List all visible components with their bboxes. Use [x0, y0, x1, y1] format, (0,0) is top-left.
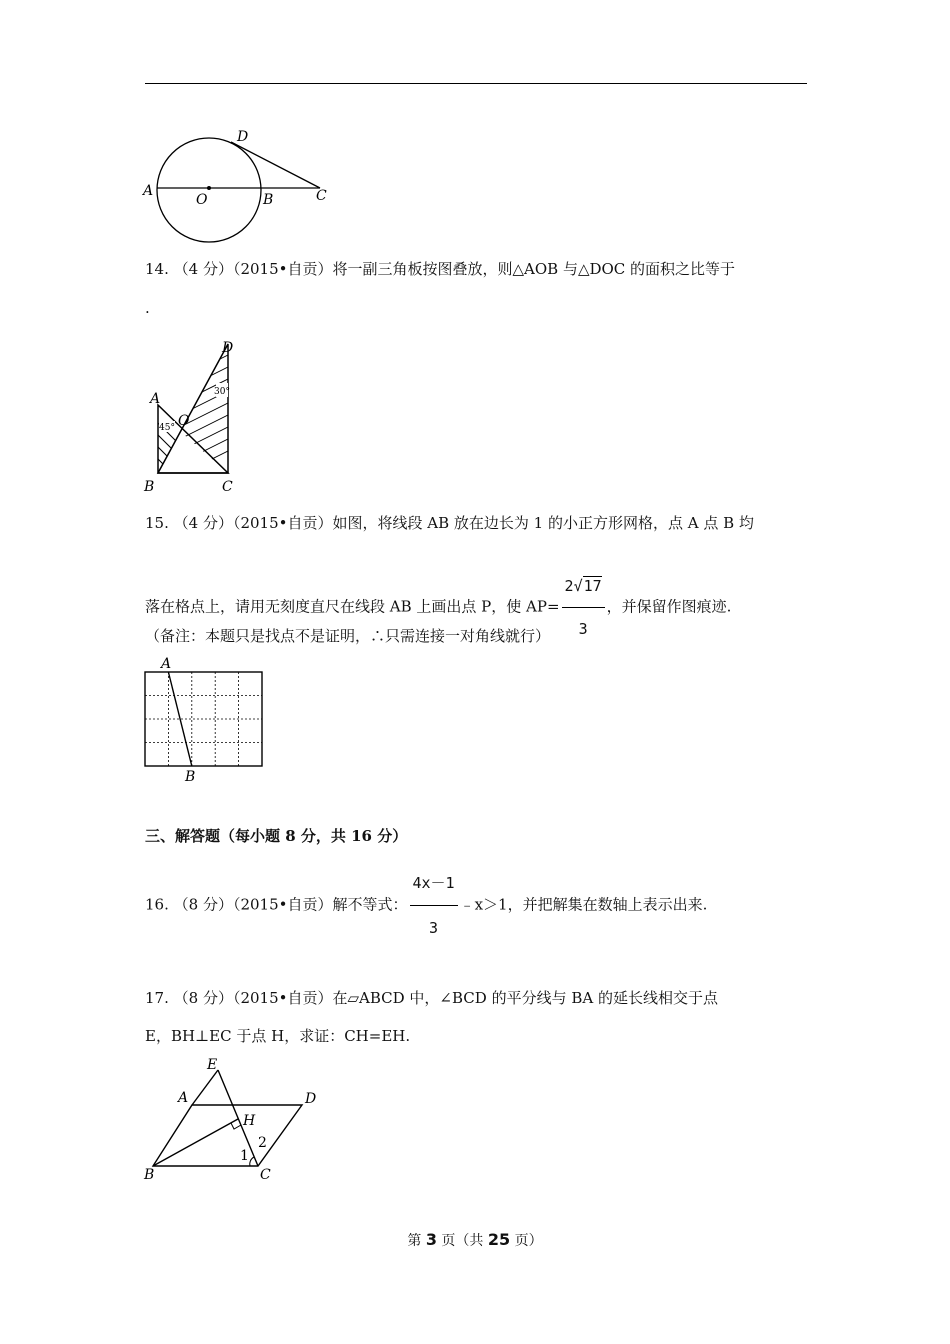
label-b: B [263, 192, 274, 208]
footer-prefix: 第 [407, 1233, 426, 1249]
q14-blank-end: . [145, 299, 150, 317]
footer-middle: 页（共 [436, 1233, 488, 1249]
q16-frac-num: 4x－1 [410, 862, 458, 906]
label-b: B [144, 479, 155, 495]
q14-text: 将一副三角板按图叠放，则△AOB 与△DOC 的面积之比等于 [332, 260, 736, 278]
q16-source: （2015•自贡） [232, 895, 333, 914]
label-b: B [144, 1167, 155, 1183]
triangle-set-figure [140, 335, 250, 497]
header-rule [145, 83, 807, 84]
label-a: A [150, 391, 161, 407]
q17-line2: E，BH⊥EC 于点 H，求证：CH=EH. [145, 1027, 411, 1045]
footer-page: 3 [425, 1230, 437, 1249]
q15-text3: ，并保留作图痕迹. [606, 597, 732, 616]
q15-fraction: $\frac{2√17}{3}$ [562, 566, 605, 649]
q15-source: （2015•自贡） [232, 514, 333, 532]
label-c: C [222, 479, 233, 495]
q17-score: （8 分） [173, 989, 233, 1007]
q14-line [145, 259, 735, 279]
label-d: D [305, 1091, 317, 1107]
angle-45-label: 45° [159, 423, 175, 433]
q15-score: （4 分） [173, 514, 233, 532]
angle-2-label: 2 [258, 1135, 267, 1151]
q15-text2: 落在格点上，请用无刻度直尺在线段 AB 上画出点 P，使 AP= [145, 597, 560, 616]
footer-total: 25 [487, 1230, 511, 1249]
circle-tangent-figure [140, 125, 340, 250]
grid-segment-figure [140, 655, 270, 785]
q15-frac-den: 3 [578, 620, 588, 638]
label-e: E [207, 1057, 218, 1073]
label-c: C [316, 188, 327, 204]
q14-source: （2015•自贡） [232, 260, 333, 278]
q16-after: ﹣x＞1，并把解集在数轴上表示出来. [459, 895, 708, 914]
q15-note: （备注：本题只是找点不是证明，∴只需连接一对角线就行） [145, 627, 551, 645]
page-footer [0, 1230, 950, 1250]
q16-score: （8 分） [173, 895, 233, 914]
q16-number: 16. [145, 895, 169, 914]
q15-frac-coef: 2 [564, 577, 574, 595]
q17-source: （2015•自贡） [232, 989, 333, 1007]
label-a: A [178, 1090, 189, 1106]
label-b: B [185, 769, 196, 785]
footer-suffix: 页） [510, 1233, 543, 1249]
q16-fraction [410, 862, 458, 949]
label-d: D [237, 129, 249, 145]
q15-frac-radical: 17 [583, 577, 602, 595]
angle-1-label: 1 [240, 1148, 249, 1164]
q15-number: 15. [145, 514, 169, 532]
q15-line1 [145, 513, 754, 533]
q16-frac-den: 3 [429, 919, 439, 937]
q17-number: 17. [145, 989, 169, 1007]
label-o: O [196, 192, 208, 208]
label-c: C [260, 1167, 271, 1183]
q16-before: 解不等式： [332, 895, 408, 914]
parallelogram-figure [140, 1055, 340, 1185]
q16-line [145, 862, 707, 949]
q14-score: （4 分） [173, 260, 233, 278]
label-h: H [243, 1113, 256, 1129]
label-d: D [222, 340, 234, 356]
q14-number: 14. [145, 260, 169, 278]
label-a: A [143, 183, 154, 199]
section-3-title: 三、解答题（每小题 8 分，共 16 分） [145, 827, 408, 845]
angle-30-label: 30° [214, 387, 230, 397]
label-o: O [178, 413, 190, 429]
q17-text1: 在▱ABCD 中，∠BCD 的平分线与 BA 的延长线相交于点 [332, 989, 718, 1007]
q15-text1: 如图，将线段 AB 放在边长为 1 的小正方形网格，点 A 点 B 均 [332, 514, 754, 532]
q17-line1 [145, 988, 718, 1008]
label-a: A [161, 656, 172, 672]
